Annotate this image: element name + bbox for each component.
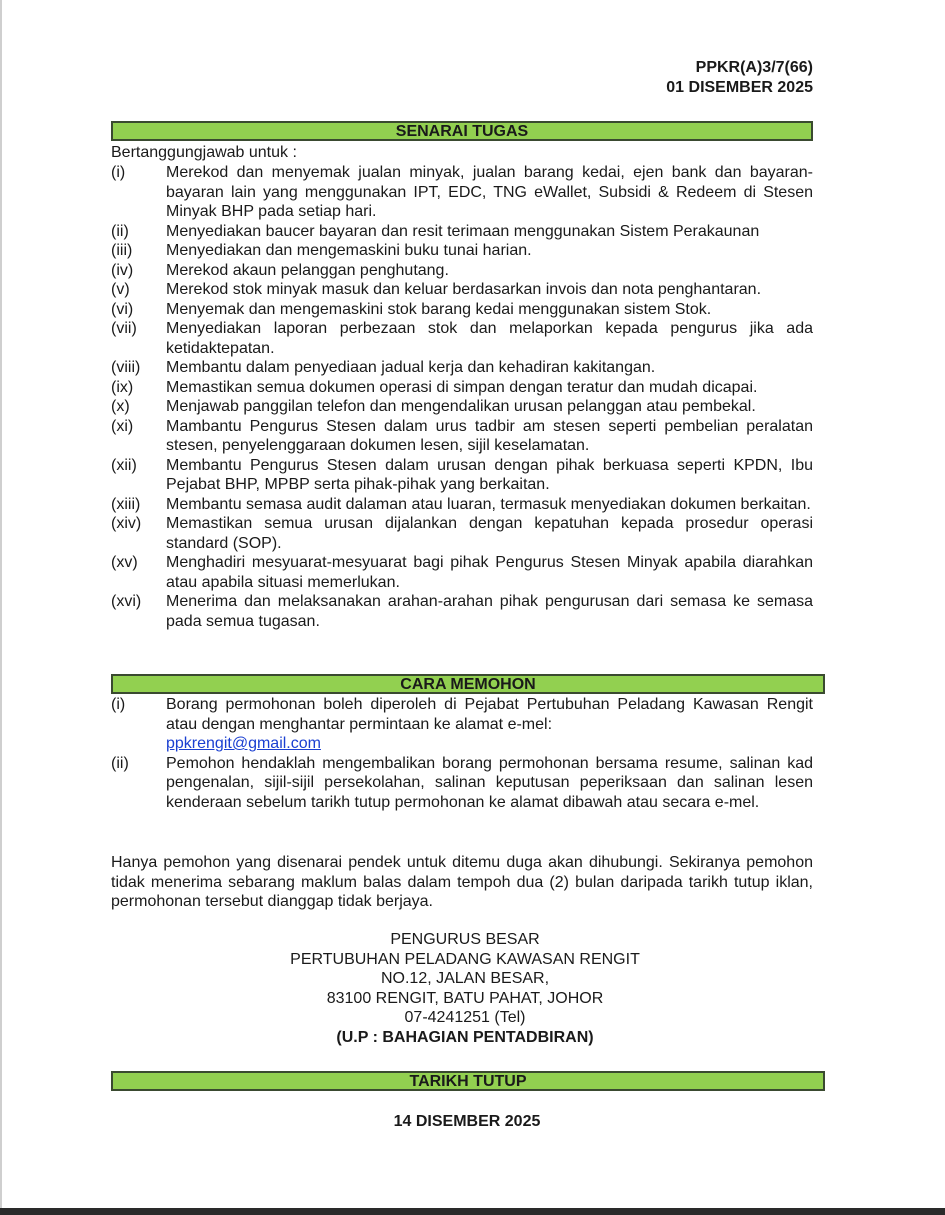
reference-number: PPKR(A)3/7(66) (695, 59, 813, 76)
list-item: (viii) Membantu dalam penyediaan jadual kerja dan kehadiran kakitangan. (111, 359, 656, 376)
address-phone: 07-4241251 (Tel) (404, 1009, 526, 1026)
section-header-tarikh-tutup: TARIKH TUTUP (111, 1071, 825, 1091)
list-item: (xi) Mambantu Pengurus Stesen dalam urus tadbir am stesen seperti pembelian peralatan stesen, penyelenggaraan dokumen lesen, sijil keselamatan. (111, 417, 813, 454)
list-item: (iv) Merekod akaun pelanggan penghutang. (111, 261, 449, 279)
closing-date: 14 DISEMBER 2025 (393, 1113, 541, 1130)
address-block (250, 930, 680, 1047)
application-steps-list (111, 695, 813, 812)
list-item: (ii) Pemohon hendaklah mengembalikan borang permohonan bersama resume, salinan kad pengenalan, sijil-sijil persekolahan, salinan keputusan peperiksaan dan salinan lesen kenderaan sebelum tarikh tutup permohonan ke alamat dibawah atau secara e-mel. (111, 754, 813, 811)
list-item: (i) Merekod dan menyemak jualan minyak, jualan barang kedai, ejen bank dan bayaran-bayaran lain yang menggunakan IPT, EDC, TNG eWallet, Subsidi & Redeem di Stesen Minyak BHP pada setiap hari. (111, 164, 813, 220)
application-step-text: Borang permohonan boleh diperoleh di Pejabat Pertubuhan Peladang Kawasan Rengit atau dengan menghantar permintaan ke alamat e-mel: (166, 696, 813, 733)
page-bottom-edge (0, 1208, 945, 1215)
list-item: (vi) Menyemak dan mengemaskini stok barang kedai menggunakan sistem Stok. (111, 300, 712, 318)
list-item: (xvi) Menerima dan melaksanakan arahan-arahan pihak pengurusan dari semasa ke semasa pada semua tugasan. (111, 593, 813, 630)
list-item: (x) Menjawab panggilan telefon dan mengendalikan urusan pelanggan atau pembekal. (111, 398, 756, 415)
address-line-city: 83100 RENGIT, BATU PAHAT, JOHOR (326, 989, 604, 1007)
list-item: (i) Borang permohonan boleh diperoleh di Pejabat Pertubuhan Peladang Kawasan Rengit atau dengan menghantar permintaan ke alamat e-mel: ppkrengit@gmail.com (111, 696, 813, 752)
section-header-cara-memohon: CARA MEMOHON (111, 674, 825, 694)
list-item: (xii) Membantu Pengurus Stesen dalam urusan dengan pihak berkuasa seperti KPDN, Ibu Pejabat BHP, MPBP serta pihak-pihak yang berkaitan. (111, 456, 813, 493)
address-attention: (U.P : BAHAGIAN PENTADBIRAN) (336, 1028, 594, 1046)
list-item: (xiii) Membantu semasa audit dalaman atau luaran, termasuk menyediakan dokumen berkaitan. (111, 495, 811, 513)
email-link[interactable]: ppkrengit@gmail.com (166, 735, 321, 752)
section-header-senarai-tugas: SENARAI TUGAS (111, 121, 813, 141)
document-reference-block (666, 58, 813, 98)
document-date: 01 DISEMBER 2025 (666, 79, 813, 96)
page-left-edge (0, 0, 2, 1215)
address-line-street: NO.12, JALAN BESAR, (380, 970, 550, 987)
duties-intro: Bertanggungjawab untuk : (111, 144, 297, 161)
notice-paragraph: Hanya pemohon yang disenarai pendek untuk ditemu duga akan dihubungi. Sekiranya pemohon tidak menerima sebarang maklum balas dalam tempoh dua (2) bulan daripada tarikh tutup iklan, permohonan tersebut dianggap tidak berjaya. (111, 854, 813, 910)
list-item: (v) Merekod stok minyak masuk dan keluar berdasarkan invois dan nota penghantaran. (111, 281, 762, 298)
list-item: (vii) Menyediakan laporan perbezaan stok dan melaporkan kepada pengurus jika ada ketidaktepatan. (111, 320, 813, 357)
duties-list (111, 163, 813, 631)
list-item: (ix) Memastikan semua dokumen operasi di simpan dengan teratur dan mudah dicapai. (111, 378, 758, 396)
address-line-title: PENGURUS BESAR (390, 931, 540, 948)
address-line-organisation: PERTUBUHAN PELADANG KAWASAN RENGIT (290, 950, 640, 968)
list-item: (ii) Menyediakan baucer bayaran dan resit terimaan menggunakan Sistem Perakaunan (111, 222, 760, 240)
list-item: (xv) Menghadiri mesyuarat-mesyuarat bagi pihak Pengurus Stesen Minyak apabila diarahkan atau apabila situasi memerlukan. (111, 554, 813, 591)
list-item: (xiv) Memastikan semua urusan dijalankan dengan kepatuhan kepada prosedur operasi standard (SOP). (111, 515, 813, 552)
list-item: (iii) Menyediakan dan mengemaskini buku tunai harian. (111, 242, 532, 259)
